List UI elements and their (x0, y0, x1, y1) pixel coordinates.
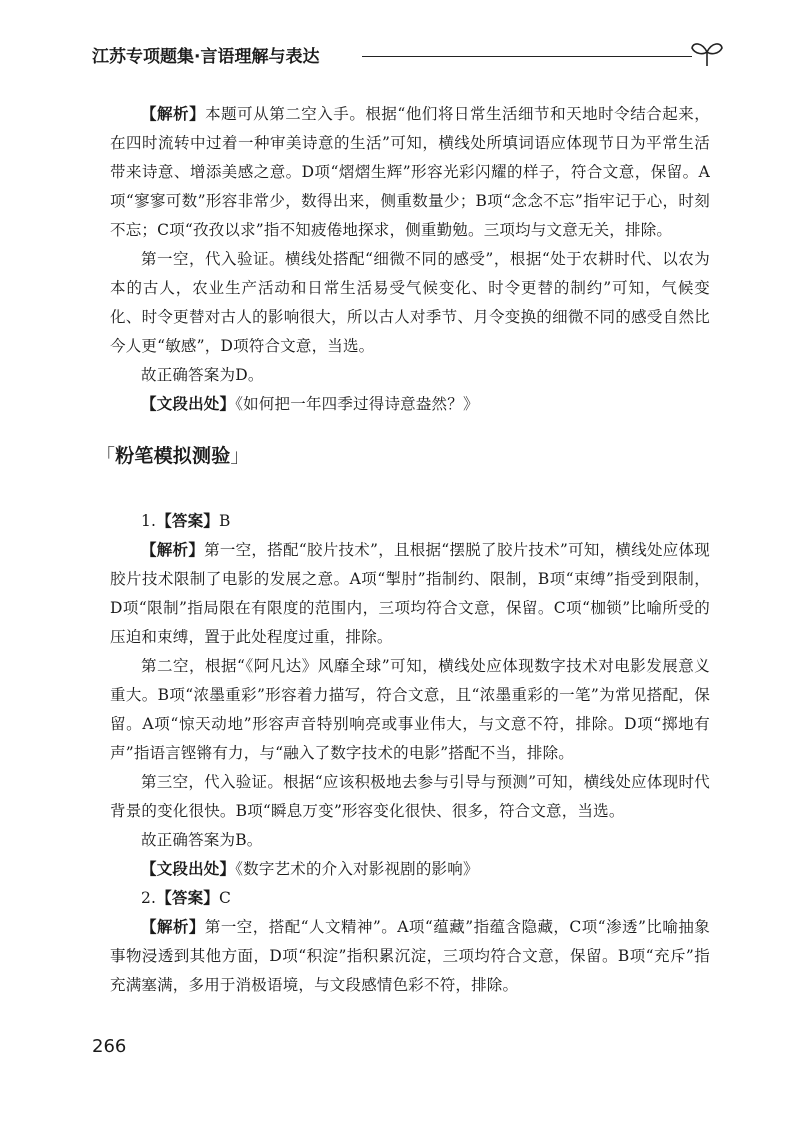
q1-paragraph-2: 第二空，根据“《阿凡达》风靡全球”可知，横线处应体现数字技术对电影发展意义重大。B项“浓墨重彩”形容着力描写，符合文意，且“浓墨重彩的一笔”为常见搭配，保留。A项“惊天动地”形容声音特别响亮或事业伟大，与文意不符，排除。D项“掷地有声”指语言铿锵有力，与“融入了数字技术的电影”搭配不当，排除。 (110, 657, 710, 762)
intro-paragraph-2: 第一空，代入验证。横线处搭配“细微不同的感受”，根据“处于农耕时代、以农为本的古人，农业生产活动和日常生活易受气候变化、时令更替的制约”可知，气候变化、时令更替对古人的影响很大，所以古人对季节、月令变换的细微不同的感受自然比今人更“敏感”，D项符合文意，当选。 (110, 250, 710, 355)
intro-source (110, 390, 710, 419)
section-heading (96, 439, 710, 473)
q1-analysis (110, 536, 710, 652)
q1-analysis-text: 第一空，搭配“胶片技术”，且根据“摆脱了胶片技术”可知，横线处应体现胶片技术限制了电影的发展之意。A项“掣肘”指制约、限制，B项“束缚”指受到限制，D项“限制”指局限在有限度的范围内，三项均符合文意，保留。C项“枷锁”比喻所受的压迫和束缚，置于此处程度过重，排除。 (110, 541, 710, 646)
analysis-label: 【解析】 (141, 105, 206, 123)
page-content (96, 100, 710, 1000)
section-bracket-close: 」 (230, 445, 250, 467)
q2-answer-value: C (219, 889, 232, 907)
q1-answer-line (110, 507, 710, 536)
sprout-icon (690, 36, 724, 70)
q1-answer-label: 【答案】 (156, 512, 220, 530)
source-label: 【文段出处】 (141, 395, 236, 413)
q2-answer-line (110, 884, 710, 913)
q2-analysis-text: 第一空，搭配“人文精神”。A项“蕴藏”指蕴含隐藏，C项“渗透”比喻抽象事物浸透到其他方面，D项“积淀”指积累沉淀，三项均符合文意，保留。B项“充斥”指充满塞满，多用于消极语境，与文段感情色彩不符，排除。 (110, 918, 710, 994)
q1-source-text: 《数字艺术的介入对影视剧的影响》 (235, 860, 479, 878)
section-bracket-open: 「 (96, 445, 116, 467)
header-rule (362, 56, 692, 57)
header-title: 江苏专项题集·言语理解与表达 (92, 47, 320, 67)
q1-paragraph-3: 第三空，代入验证。根据“应该积极地去参与引导与预测”可知，横线处应体现时代背景的变化很快。B项“瞬息万变”形容变化很快、很多，符合文意，当选。 (110, 773, 710, 820)
q1-analysis-label: 【解析】 (141, 541, 205, 559)
q1-number: 1. (141, 512, 157, 530)
section-title: 粉笔模拟测验 (115, 445, 231, 467)
source-text: 《如何把一年四季过得诗意盎然？》 (235, 395, 479, 413)
q2-analysis-label: 【解析】 (141, 918, 205, 936)
intro-analysis (110, 100, 710, 245)
q1-source-label: 【文段出处】 (141, 860, 236, 878)
intro-answer: 故正确答案为D。 (141, 366, 264, 384)
q2-answer-label: 【答案】 (156, 889, 220, 907)
q1-answer-value: B (219, 512, 231, 530)
q2-number: 2. (141, 889, 157, 907)
q2-analysis (110, 913, 710, 1000)
running-header (92, 36, 732, 76)
page-number: 266 (92, 1036, 127, 1057)
analysis-text: 本题可从第二空入手。根据“他们将日常生活细节和天地时令结合起来，在四时流转中过着一种审美诗意的生活”可知，横线处所填词语应体现节日为平常生活带来诗意、增添美感之意。D项“熠熠生辉”形容光彩闪耀的样子，符合文意，保留。A项“寥寥可数”形容非常少，数得出来，侧重数量少；B项“念念不忘”指牢记于心，时刻不忘；C项“孜孜以求”指不知疲倦地探求，侧重勤勉。三项均与文意无关，排除。 (110, 105, 710, 239)
q1-answer: 故正确答案为B。 (141, 831, 263, 849)
q1-source (110, 855, 710, 884)
